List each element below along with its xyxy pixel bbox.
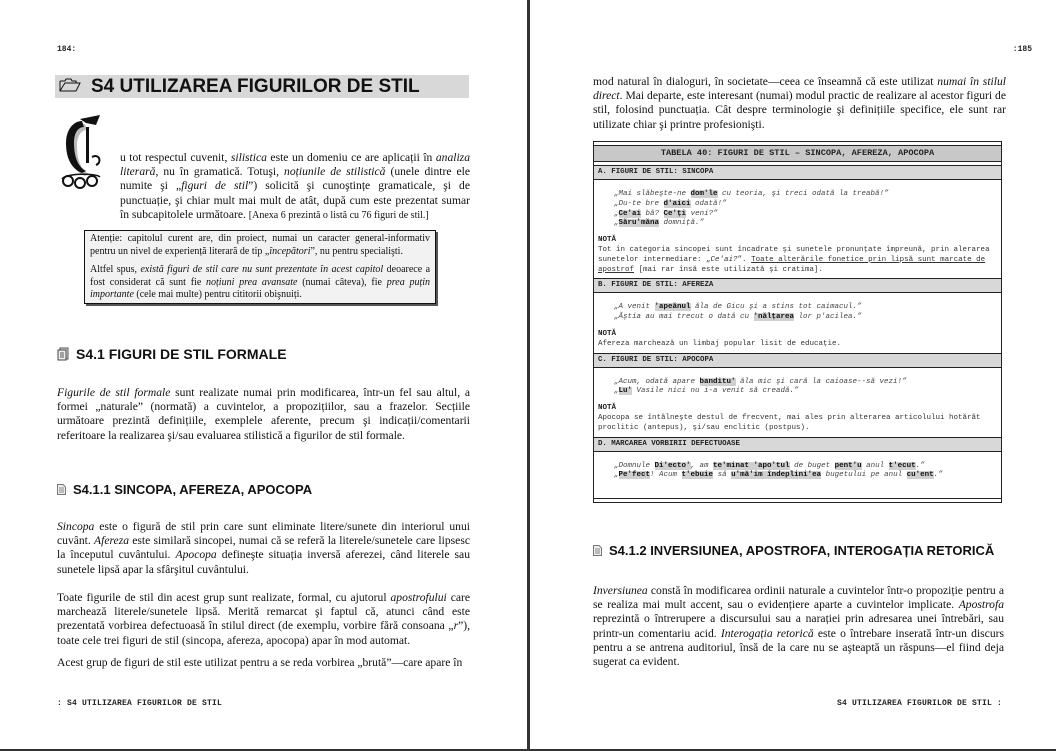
section-heading-s411: S4.1.1 SINCOPA, AFEREZA, APOCOPA [57, 482, 312, 498]
table-40 [593, 141, 1002, 503]
nota-text: Afereza marchează un limbaj popular lisit de educație. [598, 339, 842, 348]
nota-label: NOTĂ [598, 329, 617, 338]
left-page [0, 0, 527, 749]
nota-text: Tot în categoria sincopei sunt încadrate şi sunetele pronunțate împreună, prin alerarea sunetelor intermediare: „Ce'ai?”. Toate alterările fonetice prin lipsă sunt marcate de apostrof [mai rar însă este utilizată şi cratima]. [598, 245, 990, 274]
page-number-right: :185 [1012, 45, 1032, 54]
nota-text: Apocopa se întâlneşte destul de frecvent, mai ales prin alterarea articolului hotărât proclitic (antepus), şi/sau enclitic (postpus). [598, 413, 981, 432]
intro-paragraph-lead: u tot respectul cuvenit, silistica este un domeniu ce are aplicații în analiza literară, nu în gramatică. Totuşi, noțiunile de stilistică (unele dintre ele numite şi „figuri de stil”) solicită şi cunoştințe gramaticale, şi de punctuație, şi chiar mult mai mult de atât, după cum este prezentat sumar în subcapitolele următoare. [Anexa 6 prezintă o listă cu 76 figuri de stil.] [120, 151, 470, 221]
folder-icon [59, 75, 81, 98]
note-paragraph-2: Altfel spus, există figuri de stil care nu sunt prezentate în acest capitol deoarece a fost considerat că sunt fie noțiuni prea avansate (numai câteva), fie prea puțin importante (cele mai multe) pentru cititorii obişnuiți. [90, 264, 431, 300]
continuation-paragraph: mod natural în dialoguri, în societate—ceea ce înseamnă că este utilizat numai în stilul direct. Mai departe, este interesant (numai) modul practic de realizare al acestor figuri de stil, folosind punctuația. Cât despre terminologie şi definițiile specifice, ele sunt rar utilizate chiar şi printre profesionişti. [593, 75, 1006, 131]
example-line: „Ăştia au mai trecut o dată cu 'nălțarea lor p'acilea.” [614, 313, 862, 322]
document-icon [593, 544, 602, 559]
example-line: „Du-te bre d'aici odată!” [614, 199, 727, 208]
document-stack-icon [57, 347, 69, 364]
page-number-left: 184: [57, 45, 77, 54]
s41-paragraph: Figurile de stil formale sunt realizate numai prin modificarea, într-un fel sau altul, a formei „naturale” (normată) a cuvintelor, a propozițiilor, sau a frazelor. Secțiile următoare prezintă definițiile, exemplele aferente, precum şi indicații/comentarii referitoare la realizarea şi/sau evaluarea stilistică a figurilor de stil formale. [57, 386, 470, 442]
footer-right: S4 UTILIZAREA FIGURILOR DE STIL : [836, 699, 1002, 708]
drop-cap [56, 113, 118, 191]
table-section-a-body [594, 180, 1001, 278]
example-line: „Ce'ai bă? Ce'ţi veni?” [614, 209, 718, 218]
example-line: „Mai slăbeşte-ne dom'le cu teoria, şi treci odată la treabă!” [614, 190, 889, 198]
table-section-b-body [594, 293, 1001, 352]
example-line: „A venit 'apeănul ăla de Gicu şi a stins tot caimacul.” [614, 303, 862, 312]
chapter-title: S4 UTILIZAREA FIGURILOR DE STIL [91, 76, 420, 97]
example-line: „Acum, odată apare banditu' ăla mic şi cară la caioase--să vezi!” [614, 377, 907, 386]
s411-paragraph-3: Acest grup de figuri de stil este utilizat pentru a se reda vorbirea „brută”—care apare în [57, 656, 463, 669]
table-section-b-header: B. FIGURI DE STIL: AFEREZA [594, 278, 1001, 293]
table-section-c-header: C. FIGURI DE STIL: APOCOPA [594, 353, 1001, 368]
table-section-d-header: D. MARCAREA VORBIRII DEFECTUOASE [594, 437, 1001, 452]
note-paragraph-1: Atenție: capitolul curent are, din proiect, numai un caracter general-informativ pentru un nivel de experiență literară de tip „începători”, nu pentru specialişti. [90, 233, 430, 257]
section-heading-s412: S4.1.2 INVERSIUNEA, APOSTROFA, INTEROGAȚIA RETORICĂ [593, 543, 994, 559]
s411-paragraph-2: Toate figurile de stil din acest grup sunt realizate, formal, cu ajutorul apostrofului care marchează literele/sunetele lipsă. Merită remarcat şi faptul că, atunci când este prezentată vorbirea defectuoasă în stilul direct (de exemplu, vorbire fără consoana „r”), toate cele trei figuri de stil (sincopa, afereza, apocopa) apar în mod automat. [57, 591, 470, 647]
example-line: „Lu' Vasile nici nu i-a venit să creadă.” [614, 387, 799, 396]
s412-paragraph: Inversiunea constă în modificarea ordinii naturale a cuvintelor într-o propoziție pentru a se realiza mai mult accent, sau o evidențiere aparte a cuvintelor implicate. Apostrofa reprezintă o întrerupere a discursului sau a narației prin adresarea unei întrebări, sau printr-un comentariu acid. Interogația retorică este o întrebare inserată într-un discurs pentru a se antrena auditoriul, însă de la care nu se aşteaptă un răspuns—el fiind deja sugerat ca evident. [593, 584, 1005, 669]
table-title: TABELA 40: FIGURI DE STIL – SINCOPA, AFEREZA, APOCOPA [594, 145, 1001, 162]
table-section-c-body [594, 368, 1001, 437]
footer-left: : S4 UTILIZAREA FIGURILOR DE STIL [57, 699, 223, 708]
section-heading-s41: S4.1 FIGURI DE STIL FORMALE [57, 346, 287, 364]
example-line: „Pe'fect! Acum t'ebuie să u'mă'im îndeplini'ea bugetului pe anul cu'ent.” [614, 471, 943, 480]
table-section-d-body [594, 452, 1001, 485]
document-icon [57, 483, 66, 498]
nota-label: NOTĂ [598, 236, 617, 245]
chapter-title-bar [55, 75, 469, 98]
s411-paragraph-1: Sincopa este o figură de stil prin care sunt eliminate litere/sunete din interiorul unui cuvânt. Afereza este similară sincopei, numai că se referă la literele/sunetele care lipsesc la începutul cuvântului. Apocopa defineşte situația inversă aferezei, când literele sau sunetele lipsă apar la sfârşitul cuvântului. [57, 520, 470, 576]
nota-label: NOTĂ [598, 404, 617, 413]
example-line: „Săru'măna domniță.” [614, 219, 705, 228]
table-section-a-header: A. FIGURI DE STIL: SINCOPA [594, 165, 1001, 180]
example-line: „Domnule Di'ecto', am te'minat 'apo'tul de buget pent'u anul t'ecut.” [614, 461, 925, 470]
attention-note-box [84, 230, 436, 304]
